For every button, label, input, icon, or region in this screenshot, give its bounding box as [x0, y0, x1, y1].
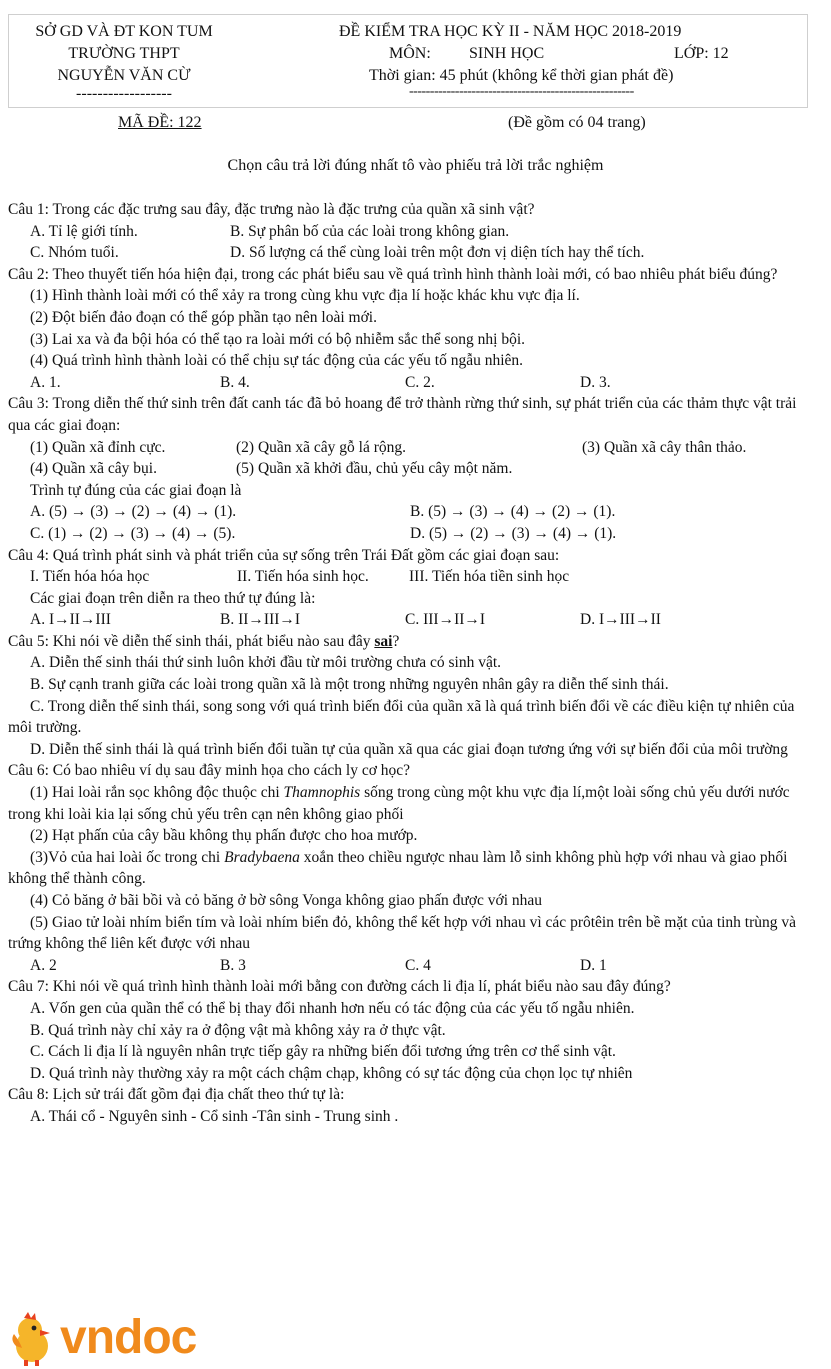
- question-3-option-b: B. (5) → (3) → (4) → (2) → (1).: [410, 503, 616, 521]
- exam-title: ĐỀ KIỂM TRA HỌC KỲ II - NĂM HỌC 2018-2019: [339, 23, 682, 40]
- question-4-option-b: B. II→III→I: [220, 611, 301, 629]
- question-3-stage-2: (2) Quần xã cây gỗ lá rộng.: [236, 438, 407, 456]
- question-4-stage-2: II. Tiến hóa sinh học.: [237, 568, 369, 586]
- question-6-genus-bradybaena: Bradybaena: [224, 848, 300, 866]
- vndoc-logo: [8, 1310, 228, 1366]
- question-5-option-d: D. Diễn thế sinh thái là quá trình biến đổi tuần tự của quần xã qua các giai đoạn tương ứng với sự biến đổi của môi trường: [30, 740, 788, 758]
- question-2-statement-4: (4) Quá trình hình thành loài có thể chịu sự tác động của các yếu tố ngẫu nhiên.: [30, 352, 524, 370]
- question-6-genus-thamnophis: Thamnophis: [283, 784, 361, 802]
- question-6-options: [8, 955, 808, 977]
- question-list: [8, 199, 808, 1128]
- question-1-option-c: C. Nhóm tuổi.: [30, 244, 119, 262]
- grade-label: LỚP: 12: [674, 45, 729, 62]
- question-4-option-a: A. I→II→III: [30, 611, 111, 629]
- question-4-prompt: Các giai đoạn trên diễn ra theo thứ tự đúng là:: [30, 589, 316, 607]
- page-count: (Đề gồm có 04 trang): [508, 114, 646, 131]
- subject-label: MÔN:: [389, 45, 431, 62]
- time-limit: Thời gian: 45 phút (không kể thời gian phát đề): [369, 67, 674, 84]
- question-3-stage-4: (4) Quần xã cây bụi.: [30, 460, 157, 478]
- question-3-options-row1: [8, 501, 808, 523]
- question-5-emphasis: sai: [374, 632, 393, 650]
- question-8-stem: Câu 8: Lịch sử trái đất gồm đại địa chất theo thứ tự là:: [8, 1086, 345, 1104]
- exam-code: MÃ ĐỀ: 122: [118, 114, 202, 131]
- question-7-option-a: A. Vốn gen của quần thể có thể bị thay đổi nhanh hơn nếu có tác động của các yếu tố ngẫu nhiên.: [30, 999, 635, 1017]
- question-7-stem: Câu 7: Khi nói về quá trình hình thành loài mới bằng con đường cách li địa lí, phát biểu nào sau đây đúng?: [8, 978, 671, 996]
- question-1-options-row2: [8, 242, 808, 264]
- question-5-option-c: C. Trong diễn thế sinh thái, song song với quá trình biến đổi của quần xã là quá trình biến đổi về các điều kiện tự nhiên của môi trường.: [8, 697, 799, 737]
- question-5-option-a: A. Diễn thế sinh thái thứ sinh luôn khởi đầu từ môi trường chưa có sinh vật.: [30, 654, 502, 672]
- question-3-options-row2: [8, 523, 808, 545]
- question-3-option-c: C. (1) → (2) → (3) → (4) → (5).: [30, 524, 236, 542]
- question-2-option-c: C. 2.: [405, 373, 435, 391]
- department-name: SỞ GD VÀ ĐT KON TUM: [35, 23, 213, 40]
- question-1-option-b: B. Sự phân bố của các loài trong không gian.: [230, 222, 510, 240]
- question-4-option-d: D. I→III→II: [580, 611, 661, 629]
- question-4-stage-3: III. Tiến hóa tiền sinh học: [409, 568, 570, 586]
- question-6-example-1-rest: sống trong cùng một khu vực địa lí,một loài sống chủ yếu dưới nước trong khi loài kia lại sống chủ yếu trên cạn nên không giao phối: [8, 784, 794, 823]
- question-6-example-3-rest: xoắn theo chiều ngược nhau làm lỗ sinh không phù hợp với nhau và giao phối không thể thành công.: [8, 848, 792, 888]
- question-2-statement-3: (3) Lai xa và đa bội hóa có thể tạo ra loài mới có bộ nhiễm sắc thể song nhị bội.: [30, 330, 526, 348]
- school-block: [9, 21, 239, 101]
- question-1-options-row1: [8, 221, 808, 243]
- question-2-statement-1: (1) Hình thành loài mới có thể xảy ra trong cùng khu vực địa lí hoặc khác khu vực địa lí.: [30, 287, 580, 305]
- vndoc-wordmark: vndoc: [60, 1311, 197, 1364]
- left-divider: ------------------: [76, 85, 172, 102]
- question-6-stem: Câu 6: Có bao nhiêu ví dụ sau đây minh họa cho cách ly cơ học?: [8, 762, 411, 780]
- school-name: NGUYỄN VĂN CỪ: [57, 67, 191, 84]
- question-8-option-a: A. Thái cổ - Nguyên sinh - Cổ sinh -Tân sinh - Trung sinh .: [30, 1107, 399, 1125]
- question-2-option-d: D. 3.: [580, 373, 611, 391]
- question-4-stem: Câu 4: Quá trình phát sinh và phát triển của sự sống trên Trái Đất gồm các giai đoạn sau:: [8, 546, 560, 564]
- question-1-option-d: D. Số lượng cá thể cùng loài trên một đơn vị diện tích hay thể tích.: [230, 244, 645, 262]
- question-2-option-a: A. 1.: [30, 373, 61, 391]
- question-7-option-d: D. Quá trình này thường xảy ra một cách chậm chạp, không có sự tác động của chọn lọc tự nhiên: [30, 1064, 633, 1082]
- question-3-option-d: D. (5) → (2) → (3) → (4) → (1).: [410, 524, 617, 542]
- question-2-stem: Câu 2: Theo thuyết tiến hóa hiện đại, trong các phát biểu sau về quá trình hình thành loài mới, có bao nhiêu phát biểu đúng?: [8, 265, 778, 283]
- question-6-option-a: A. 2: [30, 956, 57, 974]
- question-2-options: [8, 372, 808, 394]
- question-6-example-1: [8, 782, 808, 825]
- question-3-stage-1: (1) Quần xã đỉnh cực.: [30, 438, 166, 456]
- exam-info-block: [339, 21, 809, 87]
- question-1-stem: Câu 1: Trong các đặc trưng sau đây, đặc trưng nào là đặc trưng của quần xã sinh vật?: [8, 201, 535, 218]
- question-4-stage-1: I. Tiến hóa hóa học: [30, 568, 150, 586]
- question-6-option-c: C. 4: [405, 956, 431, 974]
- question-6-example-1-text: (1) Hai loài rắn sọc không độc thuộc chi: [30, 784, 284, 802]
- question-1-option-a: A. Tỉ lệ giới tính.: [30, 222, 138, 240]
- question-4-options: [8, 609, 808, 631]
- question-6-option-d: D. 1: [580, 956, 607, 974]
- question-3-stages-row1: [8, 437, 808, 459]
- question-6-example-4: (4) Cỏ băng ở bãi bồi và cỏ băng ở bờ sông Vonga không giao phấn được với nhau: [30, 892, 543, 909]
- school-type: TRƯỜNG THPT: [68, 45, 180, 62]
- exam-header: [8, 14, 808, 108]
- subject-name: SINH HỌC: [469, 45, 545, 62]
- question-7-option-b: B. Quá trình này chỉ xảy ra ở động vật mà không xảy ra ở thực vật.: [30, 1021, 446, 1039]
- question-3-stem: Câu 3: Trong diễn thế thứ sinh trên đất canh tác đã bỏ hoang để trở thành rừng thứ sinh, sự phát triển của các thảm thực vật trải qua các giai đoạn:: [8, 395, 801, 434]
- question-3-stage-3: (3) Quần xã cây thân thảo.: [582, 438, 747, 456]
- question-6-example-3-text: (3)Vỏ của hai loài ốc trong chi: [30, 848, 225, 866]
- question-6-option-b: B. 3: [220, 956, 246, 974]
- question-5-option-b: B. Sự cạnh tranh giữa các loài trong quần xã là một trong những nguyên nhân gây ra diễn thế sinh thái.: [30, 676, 669, 694]
- chick-mascot-icon: [8, 1310, 60, 1366]
- question-6-example-2: (2) Hạt phấn của cây bầu không thụ phấn được cho hoa mướp.: [30, 827, 418, 845]
- question-5-stem-text: Câu 5: Khi nói về diễn thế sinh thái, phát biểu nào sau đây: [8, 632, 375, 650]
- question-6-example-5: (5) Giao tử loài nhím biển tím và loài nhím biển đỏ, không thể kết hợp với nhau vì các prôtêin trên bề mặt của tinh trùng và trứng không thể liên kết được với nhau: [8, 913, 800, 953]
- question-3-stages-row2: [8, 458, 808, 480]
- question-4-stages: [8, 566, 808, 588]
- question-3-stage-5: (5) Quần xã khởi đầu, chủ yếu cây một năm.: [236, 460, 513, 478]
- question-4-option-c: C. III→II→I: [405, 611, 486, 629]
- question-3-option-a: A. (5) → (3) → (2) → (4) → (1).: [30, 503, 237, 521]
- right-divider: ------------------------------------------------------: [409, 84, 634, 99]
- question-7-option-c: C. Cách li địa lí là nguyên nhân trực tiếp gây ra những biến đổi tương ứng trên cơ thể sinh vật.: [30, 1043, 616, 1061]
- question-5-stem: [8, 631, 808, 653]
- question-6-example-3: [8, 847, 808, 890]
- question-3-prompt: Trình tự đúng của các giai đoạn là: [30, 481, 242, 499]
- instruction: Chọn câu trả lời đúng nhất tô vào phiếu trả lời trắc nghiệm: [227, 157, 604, 174]
- question-2-statement-2: (2) Đột biến đảo đoạn có thể góp phần tạo nên loài mới.: [30, 308, 377, 326]
- question-2-option-b: B. 4.: [220, 373, 250, 391]
- question-5-stem-end: ?: [392, 632, 400, 650]
